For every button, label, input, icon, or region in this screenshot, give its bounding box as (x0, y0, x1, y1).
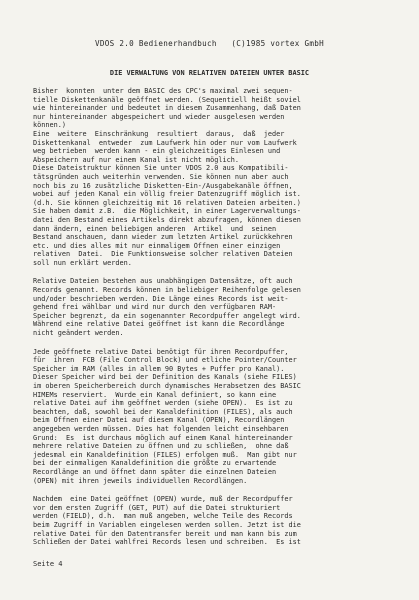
text-line: nur hintereinander abgespeichert und wieder ausgelesen werden (33, 112, 285, 121)
paragraph (33, 495, 393, 547)
text-line: können.) (33, 121, 66, 130)
text-line: Nachdem eine Datei geöffnet (OPEN) wurde, muß der Recordpuffer (33, 495, 293, 504)
text-line: Schließen der Datei wahlfrei Records lesen und schreiben. Es ist (33, 538, 301, 547)
text-line: relative Datei für den Datentransfer bereit und man kann bis zum (33, 529, 297, 538)
text-line: Sie haben damit z.B. die Möglichkeit, in einer Lagerverwaltungs- (33, 207, 301, 216)
text-line: noch bis zu 16 zusätzliche Disketten-Ein-/Ausgabekanäle öffnen, (33, 181, 293, 190)
text-line: Speicher im RAM (alles in allem 90 Bytes + Puffer pro Kanal). (33, 364, 285, 373)
text-line: beim Öffnen einer Datei auf diesem Kanal (OPEN), Recordlängen (33, 416, 285, 425)
text-line: Bisher konnten unter dem BASIC des CPC's maximal zwei sequen- (33, 87, 293, 95)
text-line: relativen Datei. Die Funktionsweise solcher relativen Dateien (33, 250, 293, 259)
text-line: Jede geöffnete relative Datei benötigt für ihren Recordpuffer, (33, 347, 289, 356)
text-line: (d.h. Sie können gleichzeitig mit 16 relativen Dateien arbeiten.) (33, 198, 301, 207)
text-line: Grund: Es ist durchaus möglich auf einem Kanal hintereinander (33, 433, 293, 442)
text-line: beachten, daß, sowohl bei der Kanaldefinition (FILES), als auch (33, 407, 293, 416)
paragraph (33, 277, 393, 337)
text-line: beim Zugriff in Variablen eingelesen werden sollen. Jetzt ist die (33, 520, 301, 529)
text-line: wie hintereinander und bedeutet in diesem Zusammenhang, daß Daten (33, 104, 301, 113)
text-line: gehend frei wählbar und wird nur durch den verfügbaren RAM- (33, 303, 277, 312)
text-line: weg betrieben werden kann - ein gleichzeitiges Einlesen und (33, 147, 281, 156)
text-line: datei den Bestand eines Artikels direkt abzufragen, können diesen (33, 215, 301, 224)
text-line: HIMEMs reserviert. Wurde ein Kanal definiert, so kann eine (33, 390, 277, 399)
text-line: dann ändern, einen beliebigen anderen Artikel und seinen (33, 224, 277, 233)
text-line: vor dem ersten Zugriff (GET, PUT) auf die Datei strukturiert (33, 503, 281, 512)
text-line: relative Datei auf ihm geöffnet werden (siehe OPEN). Es ist zu (33, 399, 293, 408)
text-line: Abspeichern auf nur einem Kanal ist nicht möglich. (33, 155, 240, 164)
text-line: jedesmal ein Kanaldefinition (FILES) erfolgen muß. Man gibt nur (33, 450, 297, 459)
text-line: Während eine relative Datei geöffnet ist kann die Recordlänge (33, 320, 285, 329)
text-line: bei der einmaligen Kanaldefinition die größte zu erwartende (33, 459, 277, 468)
text-line: (OPEN) mit ihren jeweils individuellen Recordlängen. (33, 476, 248, 485)
section-title: DIE VERWALTUNG VON RELATIVEN DATEIEN UNTER BASIC (109, 69, 310, 77)
text-line: für ihren FCB (File Control Block) und etliche Pointer/Counter (33, 356, 297, 365)
header-manual-title: VDOS 2.0 Bedienerhandbuch (95, 39, 217, 48)
text-line: wobei auf jeden Kanal ein völlig freier Datenzugriff möglich ist. (33, 190, 301, 199)
text-line: Relative Dateien bestehen aus unabhängigen Datensätze, oft auch (33, 277, 293, 286)
text-line: Dieser Speicher wird bei der Definition des Kanals (siehe FILES) (33, 373, 297, 382)
text-line: tielle Diskettenkanäle geöffnet werden. (Sequentiell heißt soviel (33, 95, 301, 104)
text-line: Recordlänge an und öffnet dann später die einzelnen Dateien (33, 467, 277, 476)
text-line: mehrere relative Dateien zu öffnen und zu schließen, ohne daß (33, 442, 289, 451)
text-line: etc. und dies alles mit nur einmaligem Öffnen einer einzigen (33, 241, 281, 250)
text-line: und/oder beschrieben werden. Die Länge eines Records ist weit- (33, 294, 289, 303)
text-line: nicht geändert werden. (33, 329, 124, 338)
text-line: werden (FIELD), d.h. man muß angeben, welche Teile des Records (33, 512, 293, 521)
page-number: Seite 4 (33, 560, 63, 568)
text-line: soll nun erklärt werden. (33, 258, 132, 267)
body-text (33, 87, 393, 557)
page-header (0, 39, 419, 48)
header-copyright: (C)1985 vortex GmbH (231, 39, 324, 48)
paragraph (33, 348, 393, 486)
text-line: Bestand anschauen, dann wieder zum letzten Artikel zurückkehren (33, 233, 293, 242)
text-line: tätsgründen auch weiterhin verwenden. Sie können nun aber auch (33, 172, 289, 181)
text-line: Records genannt. Records können in beliebiger Reihenfolge gelesen (33, 286, 301, 295)
text-line: angegeben werden müssen. Dies hat folgenden leicht einsehbaren (33, 424, 289, 433)
text-line: Diese Dateistruktur können Sie unter VDOS 2.0 aus Kompatibili- (33, 164, 289, 173)
text-line: Eine weitere Einschränkung resultiert daraus, daß jeder (33, 129, 285, 138)
text-line: Speicher begrenzt, da ein sogenannter Recordpuffer angelegt wird. (33, 311, 301, 320)
text-line: im oberen Speicherbereich durch dynamisches Herabsetzen des BASIC (33, 382, 301, 390)
paragraph (33, 87, 393, 267)
text-line: Diskettenkanal entweder zum Laufwerk hin oder nur vom Laufwerk (33, 138, 297, 147)
